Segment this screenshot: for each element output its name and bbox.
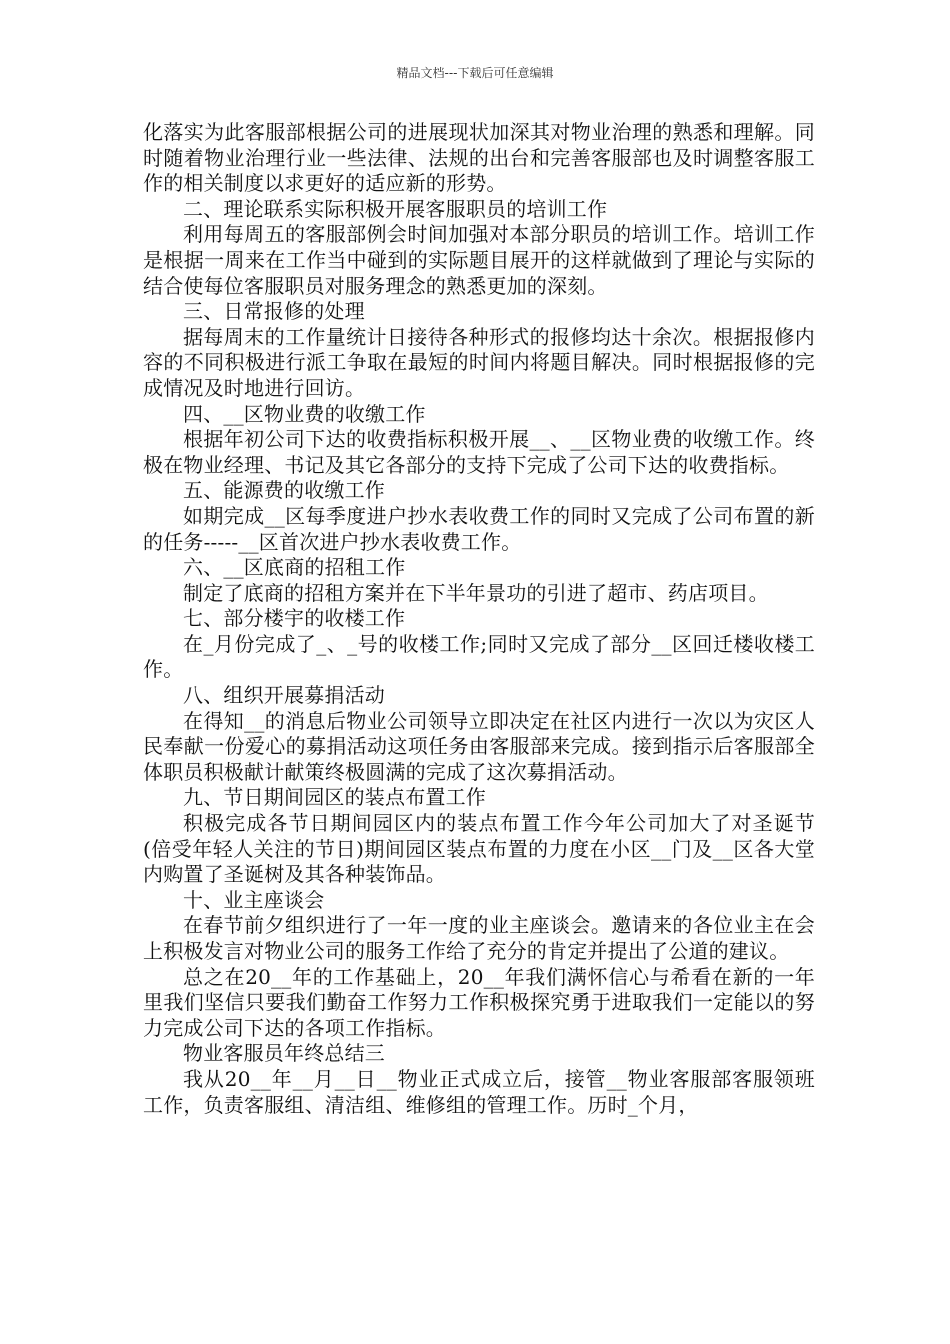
page-header: 精品文档---下载后可任意编辑 — [396, 66, 554, 80]
section-heading: 十、业主座谈会 — [183, 887, 325, 912]
section-heading: 物业客服员年终总结三 — [183, 1041, 385, 1066]
paragraph: 在春节前夕组织进行了一年一度的业主座谈会。邀请来的各位业主在会上积极发言对物业公司的服务工作给了充分的肯定并提出了公道的建议。 — [143, 913, 815, 963]
paragraph: 总之在20__年的工作基础上，20__年我们满怀信心与希看在新的一年里我们坚信只要我们勤奋工作努力工作积极探究勇于进取我们一定能以的努力完成公司下达的各项工作指标。 — [143, 964, 815, 1040]
paragraph: 据每周末的工作量统计日接待各种形式的报修均达十余次。根据报修内容的不同积极进行派工争取在最短的时间内将题目解决。同时根据报修的完成情况及时地进行回访。 — [143, 324, 815, 400]
paragraph: 在_月份完成了_、_号的收楼工作;同时又完成了部分__区回迁楼收楼工作。 — [143, 631, 815, 682]
paragraph: 积极完成各节日期间园区内的装点布置工作今年公司加大了对圣诞节(倍受年轻人关注的节日)期间园区装点布置的力度在小区__门及__区各大堂内购置了圣诞树及其各种装饰品。 — [143, 811, 815, 887]
paragraph: 如期完成__区每季度进户抄水表收费工作的同时又完成了公司布置的新的任务-----__区首次进户抄水表收费工作。 — [143, 503, 815, 554]
paragraph: 在得知__的消息后物业公司领导立即决定在社区内进行一次以为灾区人民奉献一份爱心的募捐活动这项任务由客服部来完成。接到指示后客服部全体职员积极献计献策终极圆满的完成了这次募捐活动。 — [143, 708, 815, 784]
section-heading: 五、能源费的收缴工作 — [183, 478, 385, 503]
paragraph: 利用每周五的客服部例会时间加强对本部分职员的培训工作。培训工作是根据一周来在工作当中碰到的实际题目展开的这样就做到了理论与实际的结合使每位客服职员对服务理念的熟悉更加的深刻。 — [143, 222, 815, 298]
section-heading: 八、组织开展募捐活动 — [183, 683, 385, 708]
section-heading: 七、部分楼宇的收楼工作 — [183, 606, 406, 631]
section-heading: 九、节日期间园区的装点布置工作 — [183, 785, 486, 810]
document-body — [143, 120, 815, 1118]
section-heading: 四、__区物业费的收缴工作 — [183, 401, 426, 426]
section-heading: 三、日常报修的处理 — [183, 299, 365, 324]
paragraph: 根据年初公司下达的收费指标积极开展__、__区物业费的收缴工作。终极在物业经理、书记及其它各部分的支持下完成了公司下达的收费指标。 — [143, 427, 815, 477]
paragraph: 化落实为此客服部根据公司的进展现状加深其对物业治理的熟悉和理解。同时随着物业治理行业一些法律、法规的出台和完善客服部也及时调整客服工作的相关制度以求更好的适应新的形势。 — [143, 120, 815, 196]
section-heading: 二、理论联系实际积极开展客服职员的培训工作 — [183, 196, 608, 221]
paragraph: 制定了底商的招租方案并在下半年景功的引进了超市、药店项目。 — [183, 580, 769, 605]
section-heading: 六、__区底商的招租工作 — [183, 555, 406, 580]
paragraph: 我从20__年__月__日__物业正式成立后，接管__物业客服部客服领班工作，负责客服组、清洁组、维修组的管理工作。历时_个月， — [143, 1066, 815, 1117]
